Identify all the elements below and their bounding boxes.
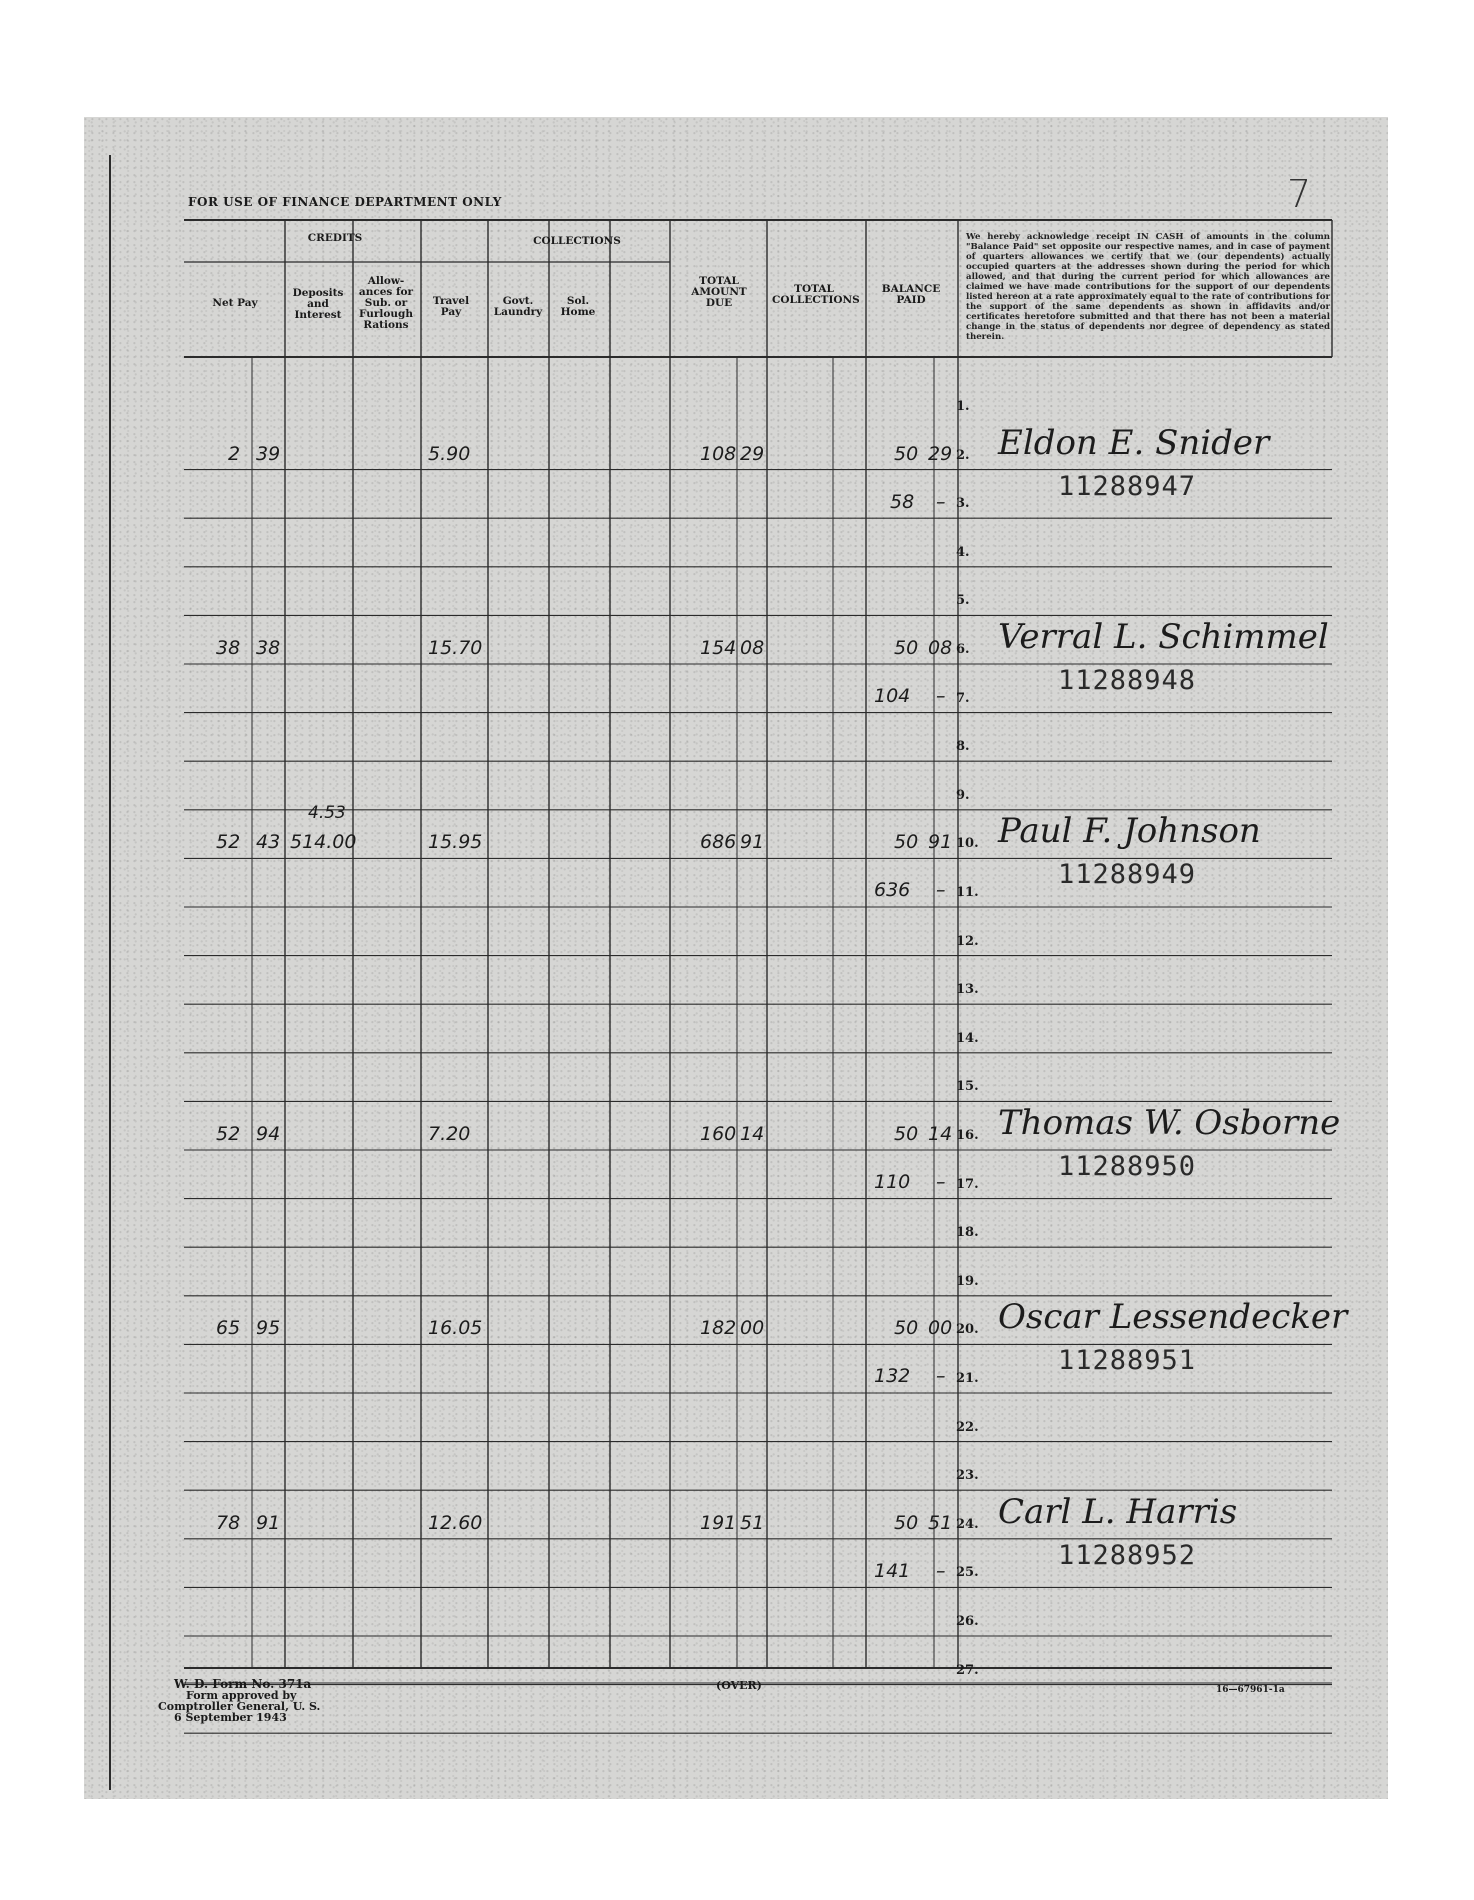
net-pay-cents: 91 [256, 1511, 281, 1534]
net-pay-dollars: 2 [228, 442, 241, 465]
line-number: 3. [956, 496, 970, 512]
balance-second-amount: 58 [890, 490, 915, 513]
payee-serial: 11288952 [1058, 1539, 1197, 1571]
line-number: 9. [956, 787, 970, 803]
balance-second-dash: – [936, 1365, 946, 1388]
balance-second-amount: 132 [874, 1365, 911, 1388]
deposits-amount: 514.00 [290, 831, 357, 854]
line-number: 15. [956, 1079, 979, 1095]
total-due-cents: 08 [740, 637, 765, 659]
payee-serial: 11288951 [1058, 1345, 1197, 1377]
balance-second-amount: 110 [874, 1171, 911, 1193]
payee-signature: Oscar Lessendecker [998, 1297, 1348, 1338]
balance-paid-dollars: 50 [894, 831, 919, 854]
deposits-interest-top: 4.53 [308, 803, 346, 824]
total-due-dollars: 191 [700, 1511, 737, 1534]
travel-pay-amount: 12.60 [428, 1511, 483, 1534]
header-net-pay: Net Pay [212, 297, 258, 309]
balance-paid-dollars: 50 [894, 637, 919, 659]
net-pay-dollars: 52 [216, 1123, 241, 1145]
net-pay-cents: 95 [256, 1317, 281, 1340]
net-pay-dollars: 78 [216, 1511, 241, 1534]
line-number: 14. [956, 1030, 979, 1046]
finance-note: FOR USE OF FINANCE DEPARTMENT ONLY [188, 195, 502, 209]
over-note: (OVER) [716, 1679, 762, 1692]
payee-signature: Eldon E. Snider [998, 422, 1270, 463]
line-number: 20. [956, 1322, 979, 1338]
balance-paid-cents: 29 [928, 442, 953, 465]
balance-second-dash: – [936, 1559, 946, 1582]
payee-serial: 11288947 [1058, 470, 1197, 502]
form-approved-1: Form approved by [186, 1689, 297, 1702]
net-pay-dollars: 52 [216, 831, 241, 854]
line-number: 21. [956, 1371, 979, 1386]
travel-pay-amount: 5.90 [428, 442, 471, 465]
net-pay-dollars: 38 [216, 637, 241, 659]
header-travel-pay: Travel Pay [432, 295, 470, 318]
line-number: 8. [956, 739, 970, 755]
line-number: 24. [956, 1516, 979, 1532]
line-number: 25. [956, 1565, 979, 1581]
total-due-cents: 14 [740, 1123, 765, 1145]
line-number: 11. [956, 885, 979, 900]
total-due-dollars: 686 [700, 831, 737, 854]
line-number: 10. [956, 836, 979, 852]
line-number: 27. [956, 1662, 979, 1678]
header-deposits: Deposits and Interest [292, 287, 344, 321]
total-due-cents: 00 [740, 1317, 765, 1340]
line-number: 13. [956, 982, 979, 998]
total-due-dollars: 154 [700, 637, 737, 659]
payee-signature: Carl L. Harris [998, 1491, 1238, 1532]
payee-serial: 11288948 [1058, 665, 1197, 696]
payee-signature: Thomas W. Osborne [998, 1103, 1341, 1143]
travel-pay-amount: 16.05 [428, 1317, 483, 1340]
net-pay-cents: 38 [256, 637, 281, 659]
balance-paid-dollars: 50 [894, 1511, 919, 1534]
balance-second-amount: 104 [874, 685, 911, 707]
header-sol-home: Sol. Home [560, 295, 596, 318]
line-number: 12. [956, 933, 979, 949]
travel-pay-amount: 7.20 [428, 1123, 471, 1145]
header-govt-laundry: Govt. Laundry [493, 295, 543, 318]
balance-second-amount: 141 [874, 1559, 911, 1582]
line-number: 26. [956, 1614, 979, 1629]
payee-signature: Verral L. Schimmel [998, 617, 1329, 657]
line-number: 4. [956, 544, 970, 560]
header-total-amount-due: TOTAL AMOUNT DUE [691, 275, 747, 309]
line-number: 18. [956, 1225, 979, 1241]
line-number: 19. [956, 1273, 979, 1289]
travel-pay-amount: 15.95 [428, 831, 483, 854]
form-approved-3: 6 September 1943 [174, 1711, 287, 1724]
acknowledgement-text: We hereby acknowledge receipt IN CASH of amounts in the column "Balance Paid" set opposite our respective names, and in case of payment of quarters allowances we certify that we (our dependents) actually occupied quarters at the addresses shown during the period for which allowed, and that during the current period for which allowances are claimed we have made contributions for the support of our dependents listed hereon at a rate approximately equal to the rate of contributions for the support of the same dependents as shown in affidavits and/or certificates heretofore submitted and that there has not been a material change in the status of dependents nor degree of dependency as stated therein. [966, 232, 1330, 342]
balance-second-dash: – [936, 1171, 946, 1193]
payee-serial: 11288949 [1058, 859, 1197, 891]
line-number: 6. [956, 642, 970, 657]
total-due-cents: 29 [740, 442, 765, 465]
header-total-collections: TOTAL COLLECTIONS [772, 283, 860, 306]
form-approved-2: Comptroller General, U. S. [158, 1700, 321, 1713]
balance-second-amount: 636 [874, 879, 911, 902]
line-number: 7. [956, 690, 970, 706]
total-due-cents: 51 [740, 1511, 765, 1534]
balance-second-dash: – [936, 685, 946, 707]
header-credits: CREDITS [307, 232, 363, 244]
total-due-dollars: 182 [700, 1317, 737, 1340]
line-number: 17. [956, 1176, 979, 1192]
header-collections: COLLECTIONS [533, 235, 621, 247]
total-due-dollars: 160 [700, 1123, 737, 1145]
balance-paid-dollars: 50 [894, 1317, 919, 1340]
payee-signature: Paul F. Johnson [998, 811, 1261, 852]
line-number: 16. [956, 1128, 979, 1143]
line-number: 2. [956, 447, 970, 463]
net-pay-cents: 43 [256, 831, 281, 854]
balance-paid-dollars: 50 [894, 442, 919, 465]
line-number: 23. [956, 1468, 979, 1484]
header-allowances: Allow-ances for Sub. or Furlough Rations [358, 275, 414, 331]
balance-paid-cents: 00 [928, 1317, 953, 1340]
balance-paid-cents: 51 [928, 1511, 953, 1534]
travel-pay-amount: 15.70 [428, 637, 483, 659]
page-number: 7 [1287, 172, 1312, 216]
payee-serial: 11288950 [1058, 1151, 1197, 1182]
header-balance-paid: BALANCE PAID [881, 283, 941, 306]
balance-second-dash: – [936, 879, 946, 902]
balance-paid-cents: 91 [928, 831, 953, 854]
balance-paid-dollars: 50 [894, 1123, 919, 1145]
total-due-dollars: 108 [700, 442, 737, 465]
print-code: 16—67961-1a [1216, 1685, 1285, 1695]
net-pay-cents: 94 [256, 1123, 281, 1145]
line-number: 5. [956, 593, 970, 609]
form-number: W. D. Form No. 371a [174, 1677, 312, 1691]
balance-paid-cents: 14 [928, 1123, 953, 1145]
line-number: 22. [956, 1419, 979, 1435]
line-number: 1. [956, 399, 970, 414]
total-due-cents: 91 [740, 831, 765, 854]
balance-paid-cents: 08 [928, 637, 953, 659]
net-pay-dollars: 65 [216, 1317, 241, 1340]
net-pay-cents: 39 [256, 442, 281, 465]
balance-second-dash: – [936, 490, 946, 513]
